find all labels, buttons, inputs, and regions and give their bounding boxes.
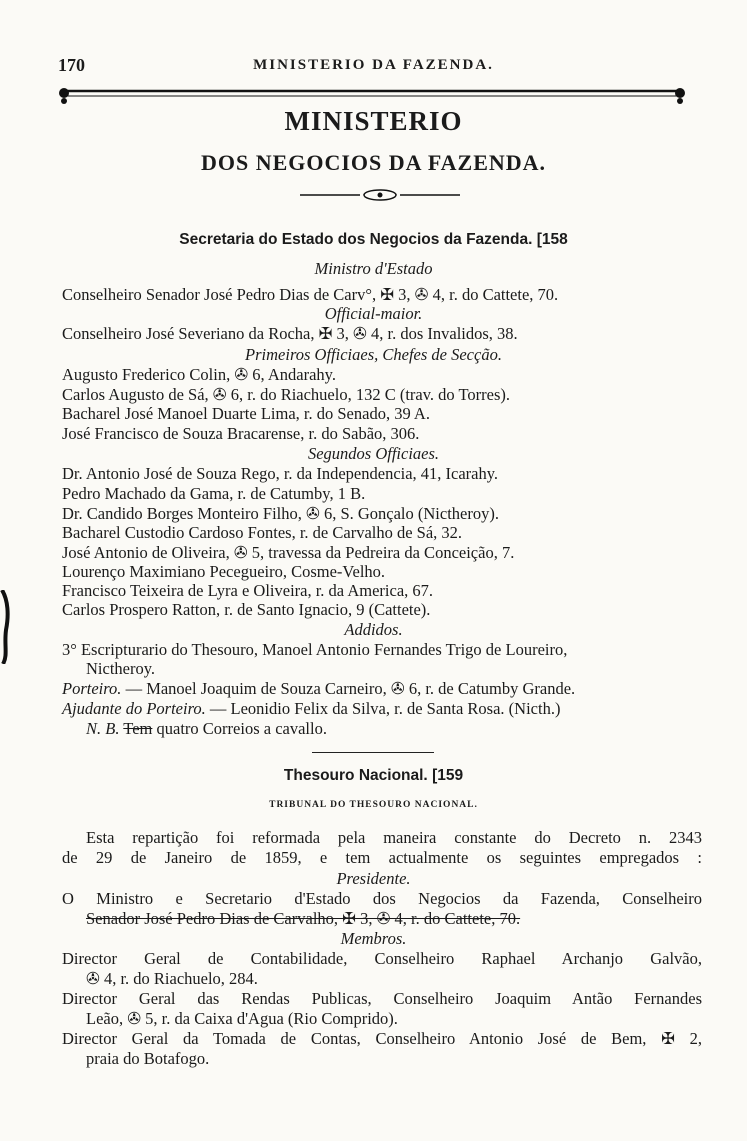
secretaria-heading: Secretaria do Estado dos Negocios da Fazenda. [158 [179,231,568,248]
ornament-divider [300,188,460,202]
list-item: Bacharel Custodio Cardoso Fontes, r. de Carvalho de Sá, 32. [62,523,463,542]
running-header [0,55,747,79]
page-title-line1: MINISTERIO [284,106,463,136]
section-divider [312,752,434,753]
membros-label: Membros. [340,929,407,948]
official-maior-entry: Conselheiro José Severiano da Rocha, ✠ 3, ✇ 4, r. dos Invalidos, 38. [62,324,518,343]
presidente-line2: Senador José Pedro Dias de Carvalho, ✠ 3, ✇ 4, r. do Cattete, 70. [86,909,521,928]
porteiro-entry: Porteiro. — Manoel Joaquim de Souza Carneiro, ✇ 6, r. de Catumby Grande. [62,679,576,698]
running-title: MINISTERIO DA FAZENDA. [253,57,494,73]
tribunal-subheading: TRIBUNAL DO THESOURO NACIONAL. [269,800,478,810]
nb-note: N. B. Tem quatro Correios a cavallo. [86,719,327,738]
list-item: Bacharel José Manoel Duarte Lima, r. do Senado, 39 A. [62,404,430,423]
ajudante-entry: Ajudante do Porteiro. — Leonidio Felix da Silva, r. de Santa Rosa. (Nicth.) [62,699,561,718]
list-item: Carlos Augusto de Sá, ✇ 6, r. do Riachuelo, 132 C (trav. do Torres). [62,385,511,404]
page-title-line2: DOS NEGOCIOS DA FAZENDA. [200,150,547,175]
list-item: Pedro Machado da Gama, r. de Catumby, 1 B. [62,484,366,503]
list-item: Carlos Prospero Ratton, r. de Santo Ignacio, 9 (Cattete). [62,600,431,619]
addidos-label: Addidos. [344,620,403,639]
tesouro-heading: Thesouro Nacional. [159 [283,767,464,784]
minister-entry: Conselheiro Senador José Pedro Dias de Carv°, ✠ 3, ✇ 4, r. do Cattete, 70. [62,285,559,304]
addidos-entry-line1: 3° Escripturario do Thesouro, Manoel Antonio Fernandes Trigo de Loureiro, [62,640,568,659]
list-item: José Antonio de Oliveira, ✇ 5, travessa da Pedreira da Conceição, 7. [62,543,515,562]
primeiros-label: Primeiros Officiaes, Chefes de Secção. [245,345,502,364]
minister-label: Ministro d'Estado [314,259,433,278]
intro-line2: de 29 de Janeiro de 1859, e tem actualmente os seguintes empregados : [62,848,702,867]
list-item: Dr. Candido Borges Monteiro Filho, ✇ 6, S. Gonçalo (Nictheroy). [62,504,499,523]
presidente-line1: O Ministro e Secretario d'Estado dos Negocios da Fazenda, Conselheiro [62,889,702,908]
page-number: 170 [58,55,85,75]
membro-line: Director Geral da Tomada de Contas, Conselheiro Antonio José de Bem, ✠ 2, [62,1029,702,1048]
addidos-entry-line2: Nictheroy. [86,659,156,678]
binding-mark [0,590,10,664]
membro-line: praia do Botafogo. [86,1049,210,1068]
header-double-rule [58,83,686,105]
list-item: Dr. Antonio José de Souza Rego, r. da Independencia, 41, Icarahy. [62,464,499,483]
list-item: Augusto Frederico Colin, ✇ 6, Andarahy. [62,365,336,384]
list-item: Francisco Teixeira de Lyra e Oliveira, r. da America, 67. [62,581,434,600]
list-item: José Francisco de Souza Bracarense, r. do Sabão, 306. [62,424,420,443]
membro-line: Director Geral das Rendas Publicas, Conselheiro Joaquim Antão Fernandes [62,989,702,1008]
list-item: Lourenço Maximiano Pecegueiro, Cosme-Velho. [62,562,386,581]
membro-line: Director Geral de Contabilidade, Conselheiro Raphael Archanjo Galvão, [62,949,702,968]
membro-line: Leão, ✇ 5, r. da Caixa d'Agua (Rio Comprido). [86,1009,398,1028]
official-maior-label: Official-maior. [324,304,423,323]
segundos-label: Segundos Officiaes. [307,444,440,463]
presidente-label: Presidente. [336,869,411,888]
intro-line1: Esta repartição foi reformada pela maneira constante do Decreto n. 2343 [86,828,702,847]
membro-line: ✇ 4, r. do Riachuelo, 284. [86,969,258,988]
